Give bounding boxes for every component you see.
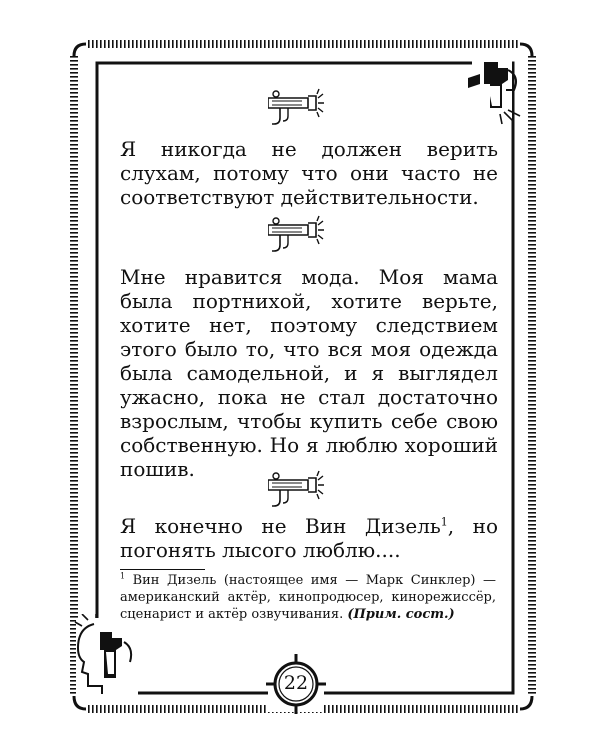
footnote-text: Вин Дизель (настоящее имя — Марк Синклер) — американский актёр, кинопродюсер, кинорежиссёр, сценарист и актёр озвучивания. bbox=[120, 573, 496, 622]
paragraph-vin-diesel bbox=[120, 514, 498, 562]
paragraph-vin-diesel-rest: , но погонять лысого люблю.... bbox=[120, 514, 498, 562]
paragraph-fashion: Мне нравится мода. Моя мама была портнихой, хотите верьте, хотите нет, поэтому следствием этого было то, что вся моя одежда была самодельной, и я выглядел ужасно, пока не стал достаточно взрослым, чтобы купить себе свою собственную. Но я люблю хороший пошив. bbox=[120, 265, 498, 481]
footnote bbox=[120, 572, 496, 623]
hand-holding-pistol-icon bbox=[458, 50, 530, 126]
ray-gun-icon bbox=[268, 88, 328, 128]
footnote-editor-note: (Прим. сост.) bbox=[347, 607, 455, 622]
footnote-divider bbox=[120, 569, 205, 570]
page-number: 22 bbox=[283, 672, 309, 694]
paragraph-vin-diesel-text: Я конечно не Вин Дизель bbox=[120, 514, 441, 538]
head-profile-with-pistol-icon bbox=[72, 614, 142, 700]
footnote-reference: 1 bbox=[440, 515, 448, 529]
ray-gun-icon bbox=[268, 215, 328, 255]
paragraph-rumors: Я никогда не должен верить слухам, потому что они часто не соответствуют действительности. bbox=[120, 137, 498, 209]
footnote-marker: 1 bbox=[120, 571, 126, 581]
